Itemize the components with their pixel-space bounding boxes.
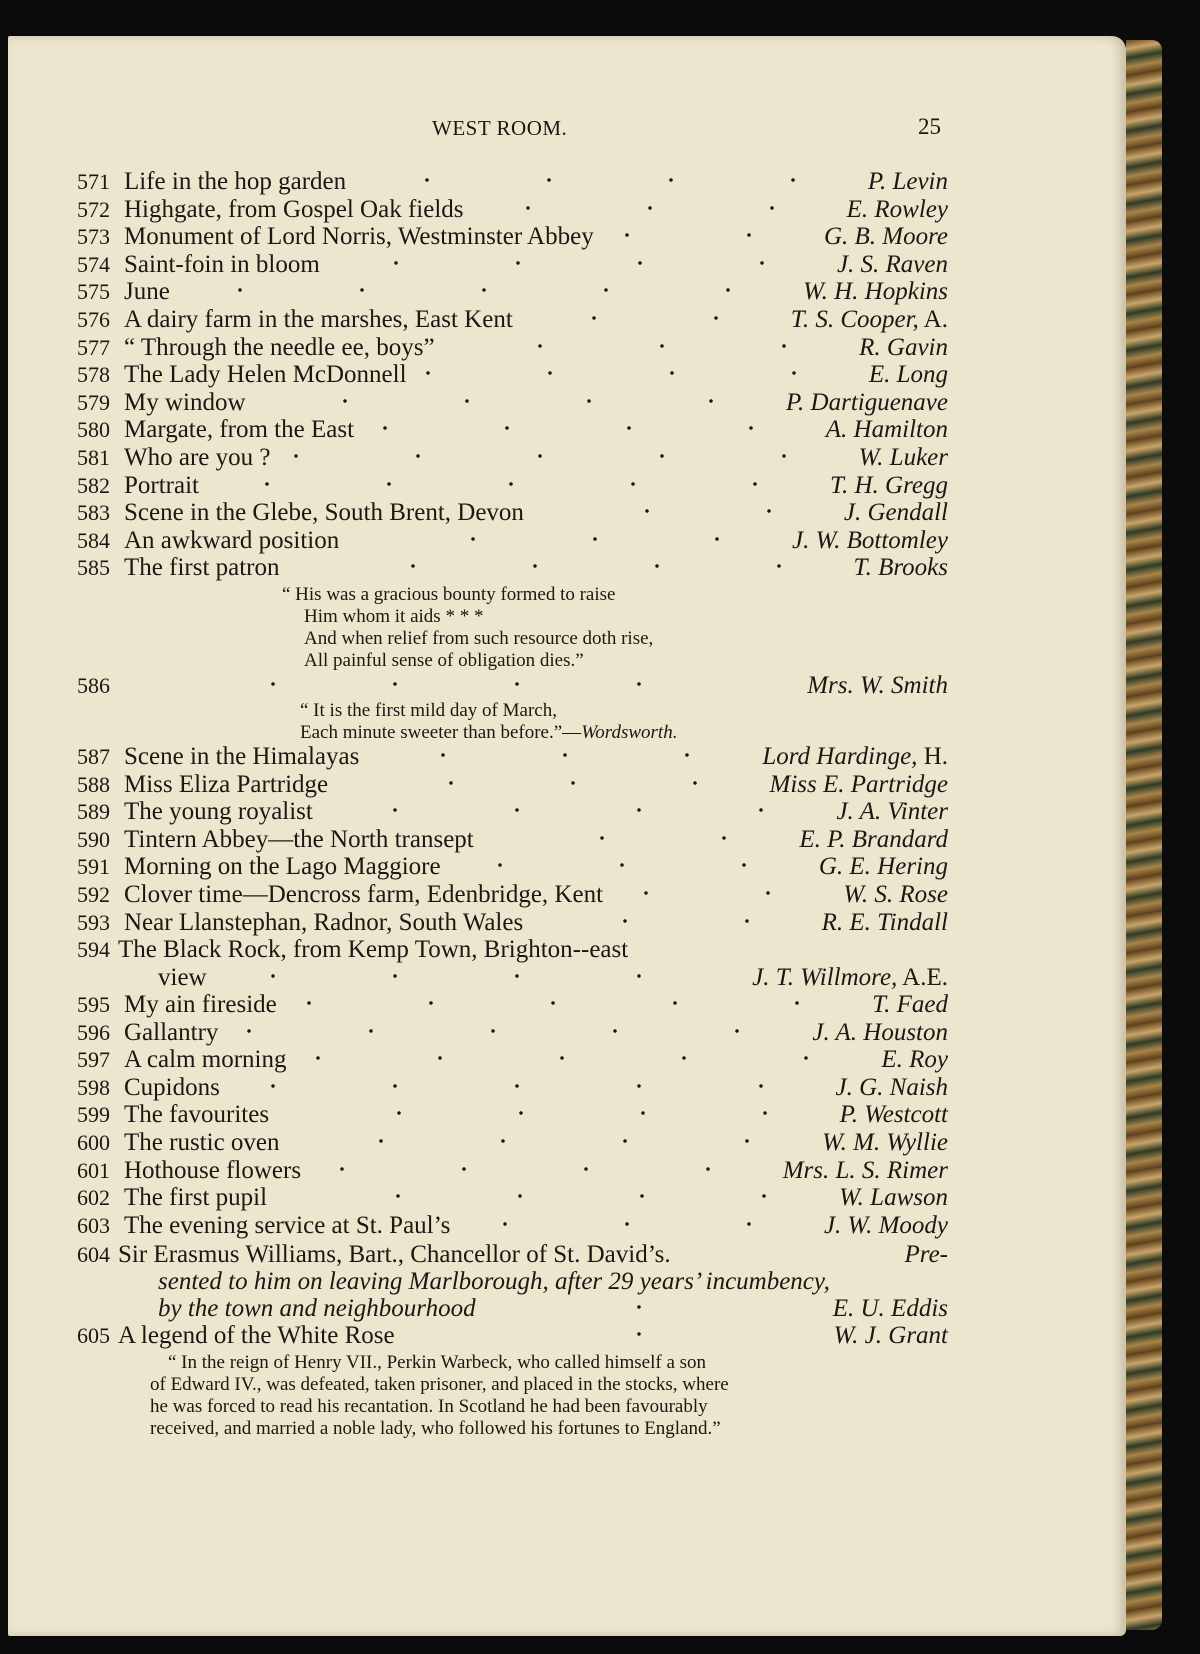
entry-title: A dairy farm in the marshes, East Kent: [124, 306, 513, 333]
quote-line: received, and married a noble lady, who followed his fortunes to England.”: [150, 1418, 721, 1439]
artist-name: J. A. Houston: [812, 1018, 948, 1046]
quote-line: And when relief from such resource doth rise,: [304, 628, 654, 649]
entry-number: 595: [77, 992, 110, 1017]
leader-dots: [327, 807, 822, 813]
leader-dots: [464, 1221, 810, 1227]
entry-title: The Black Rock, from Kemp Town, Brighton--east: [118, 936, 629, 963]
catalogue-entry-604-cont: [0, 1295, 1200, 1322]
catalogue-entry: [0, 334, 1200, 361]
leader-dots: [520, 1304, 700, 1310]
artist-name: W. Luker: [858, 444, 948, 471]
catalogue-entry: [0, 196, 1200, 223]
leader-dots: [294, 1138, 808, 1144]
entry-number: 577: [77, 334, 110, 360]
leader-dots: [421, 370, 855, 376]
entry-title: Highgate, from Gospel Oak fields: [124, 195, 464, 223]
catalogue-entry-586: [0, 672, 1200, 699]
entry-title: An awkward position: [124, 526, 340, 554]
leader-dots: [540, 1331, 700, 1337]
quote-line: “ In the reign of Henry VII., Perkin Warbeck, who called himself a son: [168, 1352, 707, 1373]
entry-number: 587: [77, 744, 110, 769]
entry-number: 576: [77, 307, 110, 332]
page-number: 25: [918, 114, 941, 139]
artist-name: J. W. Moody: [823, 1211, 948, 1239]
leader-dots: [488, 835, 785, 841]
entry-number: 586: [77, 673, 110, 698]
entry-number: 584: [77, 527, 110, 553]
catalogue-entry-605: [0, 1322, 1200, 1349]
catalogue-entry: [0, 389, 1200, 416]
entry-number: 593: [77, 909, 110, 935]
quote-line: All painful sense of obligation dies.”: [304, 650, 584, 671]
entry-number: 583: [77, 500, 110, 526]
leader-dots: [294, 563, 840, 569]
leader-dots: [538, 508, 830, 514]
artist-name: G. E. Hering: [818, 853, 948, 881]
quote-line: “ It is the first mild day of March,: [300, 700, 557, 721]
catalogue-entry: [0, 499, 1200, 526]
quote-line: “ His was a gracious bounty formed to raise: [282, 584, 616, 605]
artist-name: J. A. Vinter: [836, 798, 948, 826]
entry-title: Who are you ?: [124, 444, 271, 471]
catalogue-entry: [0, 771, 1200, 798]
leader-dots: [213, 481, 816, 487]
artist-name: J. S. Raven: [836, 250, 948, 278]
entry-title: June: [124, 278, 170, 306]
leader-dots: [284, 453, 845, 459]
entry-number: 580: [77, 417, 110, 443]
entry-number: 596: [77, 1019, 110, 1045]
catalogue-entry: [0, 909, 1200, 936]
artist-name: Mrs. W. Smith: [807, 672, 948, 699]
entry-title: The first patron: [124, 554, 280, 582]
artist-name: A. Hamilton: [825, 416, 948, 444]
entry-title: My window: [124, 388, 246, 416]
catalogue-entry: [0, 361, 1200, 388]
artist-name: E. U. Eddis: [832, 1295, 948, 1322]
entry-title-continued: by the town and neighbourhood: [158, 1295, 476, 1322]
entry-number: 602: [77, 1185, 110, 1211]
catalogue-entry: [0, 223, 1200, 250]
artist-name: J. T. Willmore, A.E.: [752, 964, 948, 991]
entry-number: 604: [77, 1242, 110, 1267]
artist-name: E. Long: [868, 361, 948, 389]
leader-dots: [449, 343, 845, 349]
entry-title: A calm morning: [124, 1046, 287, 1074]
catalogue-entry: [0, 1184, 1200, 1211]
entry-number: 575: [77, 279, 110, 305]
artist-name: J. G. Naish: [835, 1073, 948, 1101]
leader-dots: [240, 973, 700, 979]
leader-dots: [234, 1083, 822, 1089]
leader-dots: [527, 315, 777, 321]
catalogue-entry: [0, 472, 1200, 499]
leader-dots: [342, 780, 756, 786]
quote-line: [300, 722, 677, 744]
leader-dots: [300, 1055, 867, 1061]
entry-number: 598: [77, 1074, 110, 1100]
entry-number: 605: [77, 1323, 110, 1348]
catalogue-entry: [0, 1019, 1200, 1046]
entry-title: Hothouse flowers: [124, 1156, 302, 1184]
catalogue-entry: [0, 444, 1200, 471]
artist-name: R. Gavin: [859, 333, 948, 361]
leader-dots: [353, 536, 778, 542]
catalogue-entry: [0, 743, 1200, 770]
entry-number: 592: [77, 882, 110, 907]
entry-title: Scene in the Himalayas: [124, 743, 360, 770]
artist-name: P. Dartiguenave: [785, 388, 948, 416]
artist-name: W. J. Grant: [833, 1322, 948, 1349]
catalogue-entry: [0, 1157, 1200, 1184]
leader-dots: [608, 232, 810, 238]
entry-title: Tintern Abbey—the North transept: [124, 825, 474, 853]
entry-title: A legend of the White Rose: [118, 1322, 395, 1349]
entry-title: The rustic oven: [124, 1129, 280, 1156]
entry-title: The young royalist: [124, 798, 313, 826]
entry-number: 597: [77, 1047, 110, 1073]
leader-dots: [334, 260, 823, 266]
catalogue-entry: [0, 881, 1200, 908]
artist-name: Lord Hardinge, H.: [762, 743, 948, 770]
catalogue-entry: [0, 853, 1200, 880]
entry-title: Saint-foin in bloom: [124, 250, 320, 278]
entry-title: Cupidons: [124, 1073, 220, 1101]
entry-title: Clover time—Dencross farm, Edenbridge, Kent: [124, 881, 604, 908]
entry-number: 581: [77, 445, 110, 470]
entry-title: Gallantry: [124, 1018, 219, 1046]
catalogue-entry-604: [0, 1241, 1200, 1268]
entry-number: 579: [77, 389, 110, 415]
artist-name: Mrs. L. S. Rimer: [782, 1156, 948, 1184]
catalogue-entry: [0, 1074, 1200, 1101]
entry-title-hyphen: Pre-: [904, 1241, 948, 1268]
leader-dots: [373, 752, 748, 758]
entry-title: Monument of Lord Norris, Westminster Abbey: [124, 223, 594, 251]
artist-name: Miss E. Partridge: [769, 770, 948, 798]
artist-name: W. H. Hopkins: [803, 278, 948, 306]
artist-name: J. Gendall: [843, 499, 948, 527]
quote-line: Him whom it aids * * *: [304, 606, 484, 627]
leader-dots: [617, 890, 829, 896]
entry-title: Morning on the Lago Maggiore: [124, 853, 441, 881]
entry-number: 603: [77, 1212, 110, 1238]
catalogue-entry: [0, 991, 1200, 1018]
quote-line: of Edward IV., was defeated, taken prisoner, and placed in the stocks, where: [150, 1374, 729, 1395]
leader-dots: [368, 425, 812, 431]
entry-title: The evening service at St. Paul’s: [124, 1211, 451, 1239]
quote-text: Each minute sweeter than before.”—: [300, 722, 582, 743]
catalogue-entry: [0, 1129, 1200, 1156]
page-header: [0, 116, 1200, 146]
entry-number: 599: [77, 1102, 110, 1128]
entry-title: Scene in the Glebe, South Brent, Devon: [124, 499, 524, 527]
entry-number: 600: [77, 1130, 110, 1155]
leader-dots: [315, 1166, 769, 1172]
artist-name: P. Levin: [867, 168, 948, 195]
artist-name: R. E. Tindall: [821, 908, 948, 936]
artist-name: W. Lawson: [839, 1184, 948, 1212]
leader-dots: [360, 177, 854, 183]
entry-title: Near Llanstephan, Radnor, South Wales: [124, 908, 524, 936]
artist-name: J. W. Bottomley: [792, 526, 948, 554]
artist-name: G. B. Moore: [823, 223, 948, 251]
entry-number: 585: [77, 555, 110, 581]
catalogue-entry: [0, 168, 1200, 195]
leader-dots: [281, 1193, 825, 1199]
leader-dots: [291, 1000, 858, 1006]
catalogue-entry: [0, 278, 1200, 305]
artist-name: T. S. Cooper, A.: [790, 306, 948, 333]
catalogue-entry: [0, 1212, 1200, 1239]
artist-name: T. Faed: [872, 991, 948, 1018]
entry-number: 573: [77, 224, 110, 250]
entry-number: 588: [77, 771, 110, 797]
quote-line: he was forced to read his recantation. In Scotland he had been favourably: [150, 1396, 708, 1417]
artist-name: T. Brooks: [853, 554, 948, 582]
entry-title: The Lady Helen McDonnell: [124, 361, 407, 389]
artist-name: P. Westcott: [839, 1101, 948, 1129]
catalogue-entry: [0, 554, 1200, 581]
leader-dots: [184, 287, 789, 293]
catalogue-entry: [0, 1101, 1200, 1128]
catalogue-entry: [0, 251, 1200, 278]
entry-number: 574: [77, 251, 110, 277]
entry-title: Miss Eliza Partridge: [124, 770, 329, 798]
entry-number: 571: [77, 169, 110, 194]
catalogue-entry-594-cont: [0, 964, 1200, 991]
entry-number: 601: [77, 1157, 110, 1183]
entry-title: Margate, from the East: [124, 416, 355, 444]
leader-dots: [455, 862, 805, 868]
catalogue-entry: [0, 527, 1200, 554]
entry-number: 589: [77, 799, 110, 825]
entry-title: The first pupil: [124, 1184, 268, 1212]
artist-name: E. Roy: [881, 1046, 948, 1074]
leader-dots: [170, 681, 700, 687]
entry-title: Life in the hop garden: [124, 168, 347, 195]
catalogue-entry: [0, 416, 1200, 443]
entry-title-continued: view: [158, 964, 207, 991]
entry-number: 594: [77, 937, 110, 962]
leader-dots: [478, 205, 833, 211]
entry-title: Sir Erasmus Williams, Bart., Chancellor of St. David’s.: [118, 1241, 671, 1268]
entry-number: 572: [77, 196, 110, 222]
entry-title: My ain fireside: [124, 991, 277, 1018]
artist-name: T. H. Gregg: [829, 471, 948, 499]
entry-number: 591: [77, 854, 110, 880]
entry-title: Portrait: [124, 471, 199, 499]
leader-dots: [232, 1028, 798, 1034]
entry-title: The favourites: [124, 1101, 270, 1129]
catalogue-entry: [0, 798, 1200, 825]
catalogue-entry-594: [0, 936, 1200, 963]
leader-dots: [260, 398, 772, 404]
entry-title: “ Through the needle ee, boys”: [124, 333, 435, 361]
artist-name: E. P. Brandard: [799, 825, 948, 853]
leader-dots: [537, 918, 808, 924]
artist-name: W. S. Rose: [843, 881, 948, 908]
catalogue-entry: [0, 826, 1200, 853]
artist-name: W. M. Wyllie: [822, 1129, 948, 1156]
leader-dots: [283, 1110, 826, 1116]
quote-source: Wordsworth.: [581, 722, 678, 743]
entry-number: 578: [77, 362, 110, 388]
room-title: WEST ROOM.: [432, 116, 568, 140]
catalogue-entry: [0, 306, 1200, 333]
entry-title-continued: sented to him on leaving Marlborough, after 29 years’ incumbency,: [158, 1268, 830, 1295]
entry-number: 590: [77, 826, 110, 852]
artist-name: E. Rowley: [846, 195, 948, 223]
entry-number: 582: [77, 472, 110, 498]
catalogue-entry: [0, 1046, 1200, 1073]
